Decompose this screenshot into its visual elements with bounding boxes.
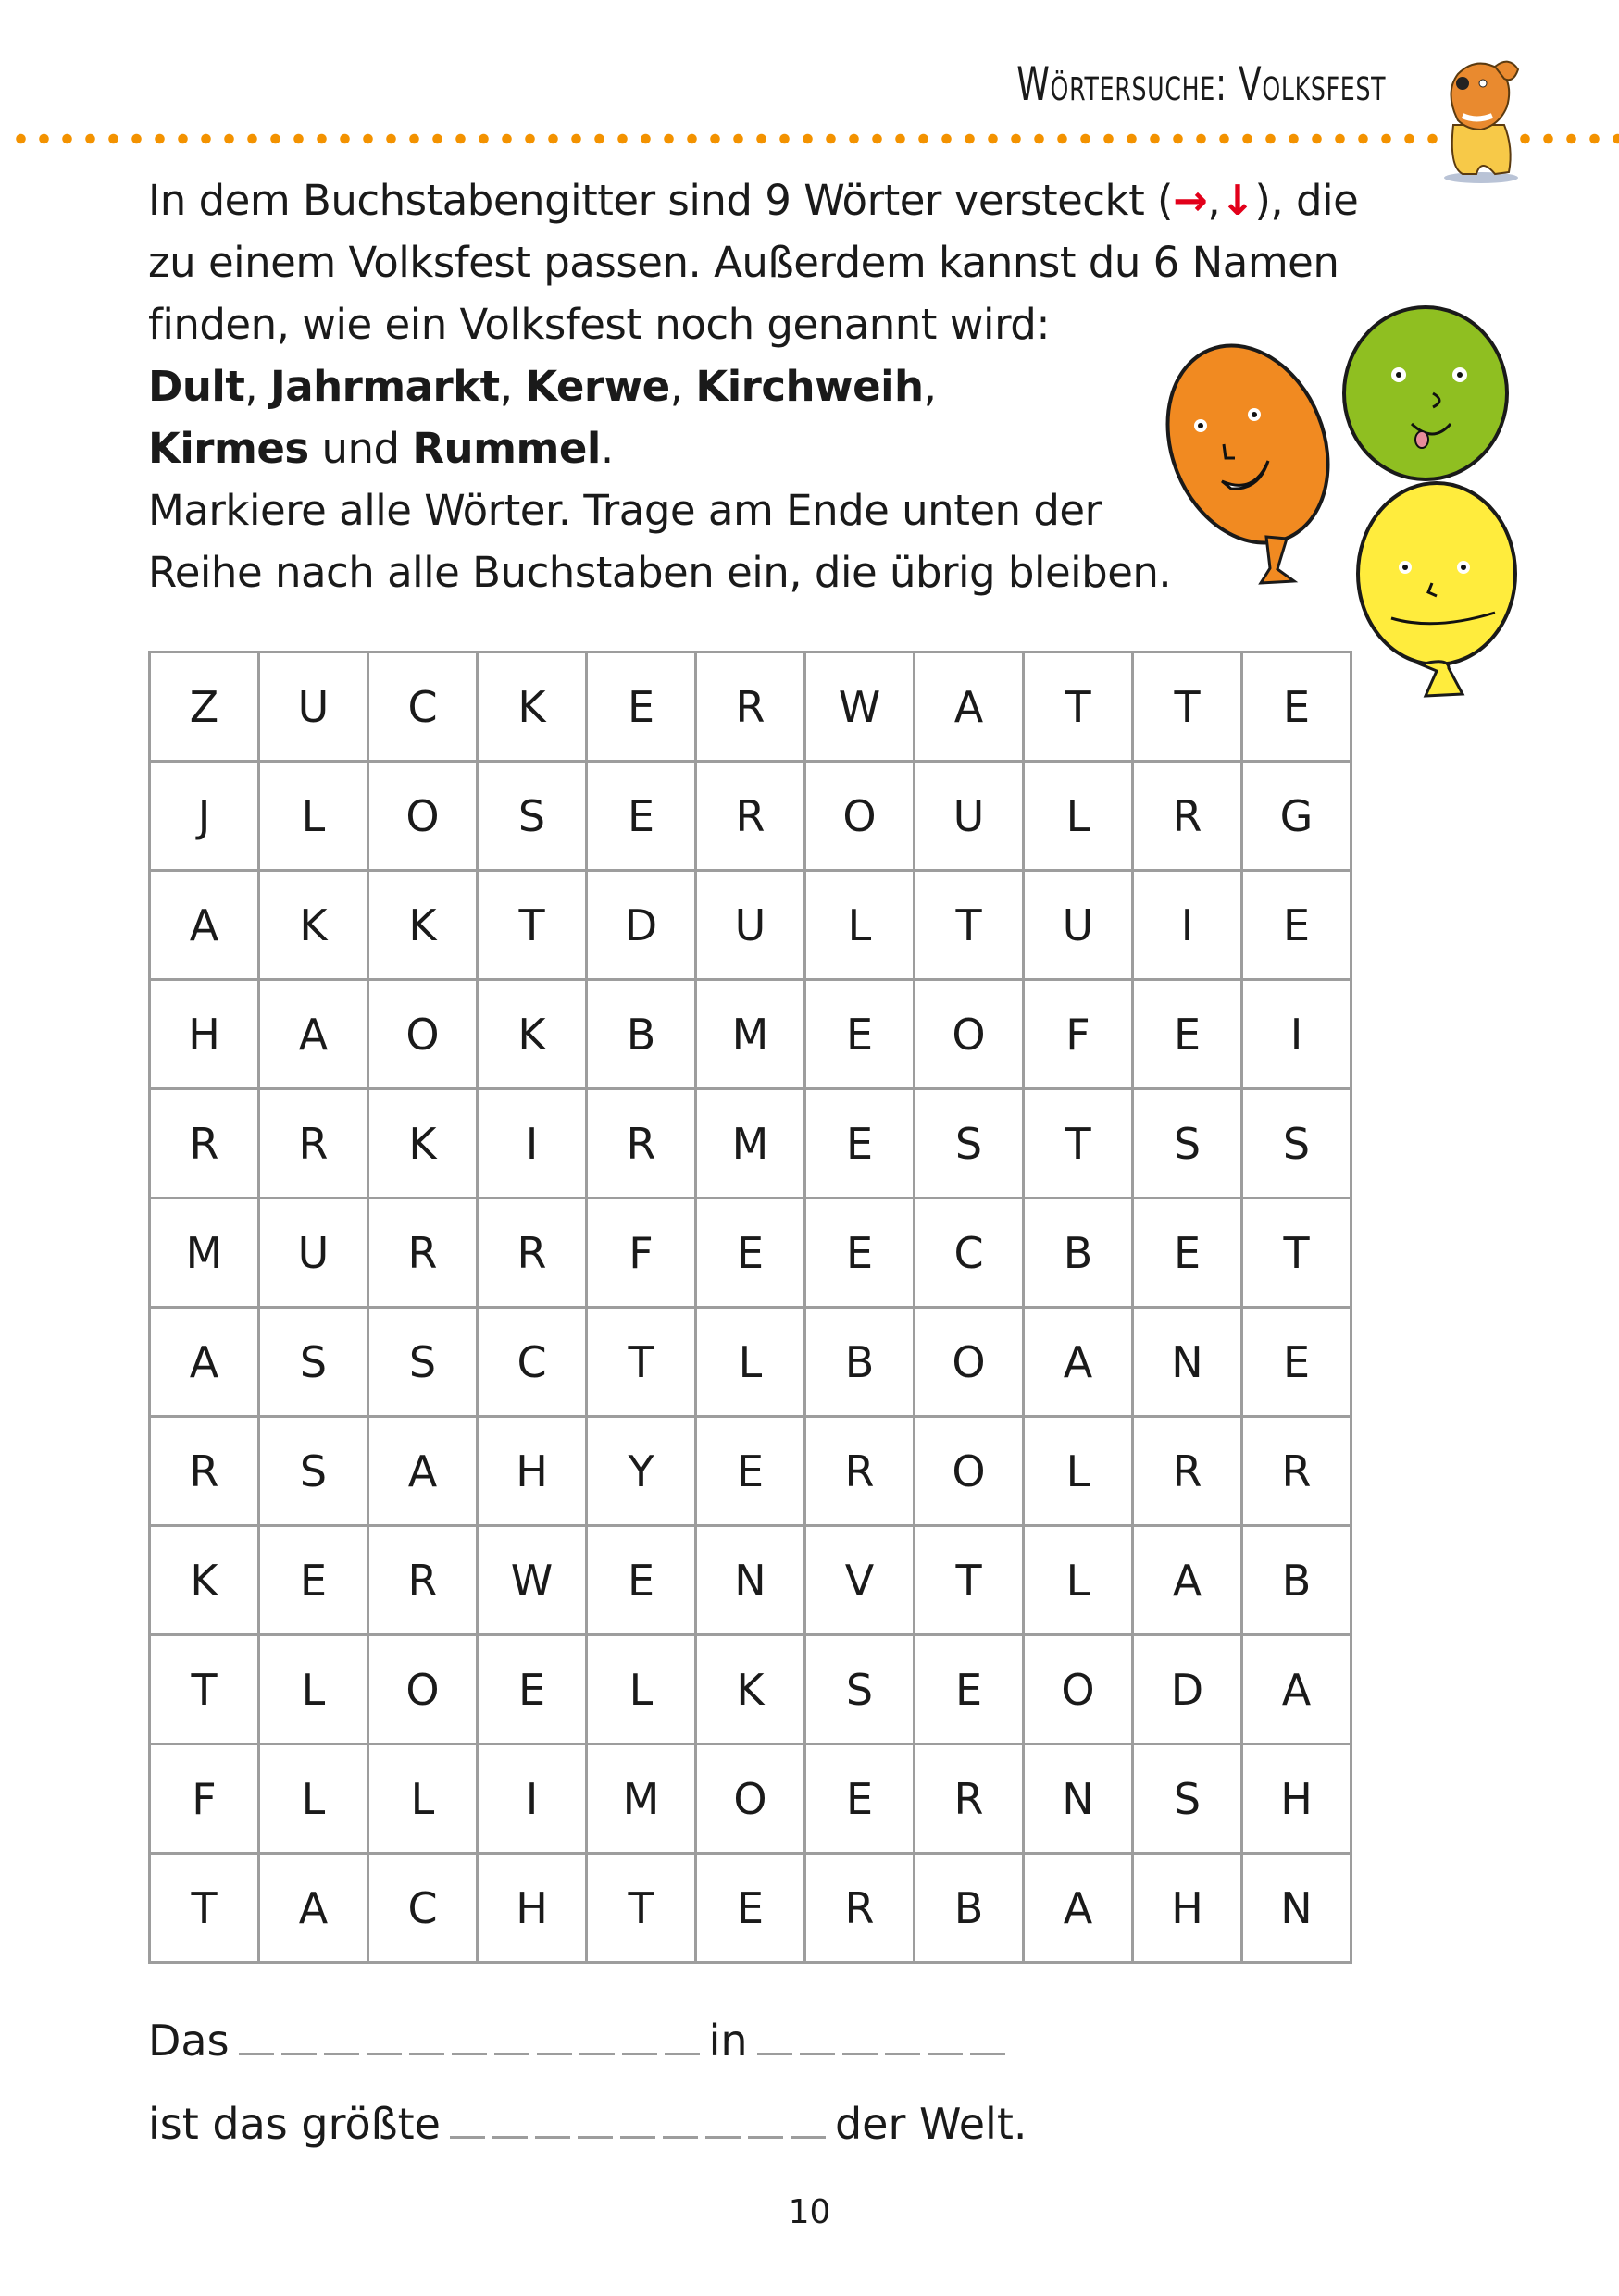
answer-blank[interactable] bbox=[885, 2052, 920, 2055]
grid-cell[interactable]: V bbox=[805, 1526, 915, 1635]
answer-blank[interactable] bbox=[620, 2135, 655, 2139]
answer-blank[interactable] bbox=[928, 2052, 963, 2055]
answer-blank[interactable] bbox=[367, 2052, 402, 2055]
grid-cell[interactable]: R bbox=[1133, 762, 1242, 871]
grid-cell[interactable]: A bbox=[150, 871, 259, 980]
grid-cell[interactable]: E bbox=[478, 1635, 587, 1744]
grid-row bbox=[150, 652, 1351, 762]
grid-cell[interactable]: L bbox=[1024, 1417, 1133, 1526]
grid-cell[interactable]: B bbox=[1024, 1198, 1133, 1308]
answer-blanks-2[interactable] bbox=[757, 2052, 1005, 2055]
grid-cell[interactable]: F bbox=[587, 1198, 696, 1308]
grid-cell[interactable]: U bbox=[696, 871, 805, 980]
grid-row bbox=[150, 980, 1351, 1089]
grid-cell[interactable]: E bbox=[805, 1744, 915, 1854]
grid-cell[interactable]: S bbox=[805, 1635, 915, 1744]
grid-cell[interactable]: I bbox=[478, 1744, 587, 1854]
grid-row bbox=[150, 871, 1351, 980]
grid-cell[interactable]: C bbox=[915, 1198, 1024, 1308]
green-balloon-icon bbox=[1344, 307, 1507, 479]
grid-cell[interactable]: E bbox=[696, 1854, 805, 1963]
answer-blank[interactable] bbox=[535, 2135, 570, 2139]
grid-cell[interactable]: O bbox=[915, 980, 1024, 1089]
grid-cell[interactable]: T bbox=[915, 1526, 1024, 1635]
orange-balloon-icon bbox=[1140, 321, 1356, 583]
grid-cell[interactable]: A bbox=[1242, 1635, 1351, 1744]
grid-cell[interactable]: O bbox=[368, 762, 478, 871]
grid-cell[interactable]: R bbox=[915, 1744, 1024, 1854]
grid-cell[interactable]: L bbox=[696, 1308, 805, 1417]
grid-cell[interactable]: O bbox=[368, 1635, 478, 1744]
answer-blank[interactable] bbox=[757, 2052, 792, 2055]
grid-cell[interactable]: J bbox=[150, 762, 259, 871]
grid-cell[interactable]: E bbox=[1242, 871, 1351, 980]
grid-row bbox=[150, 1198, 1351, 1308]
grid-cell[interactable]: T bbox=[587, 1854, 696, 1963]
grid-row bbox=[150, 1417, 1351, 1526]
grid-cell[interactable]: L bbox=[805, 871, 915, 980]
dotted-divider bbox=[9, 132, 1619, 145]
grid-cell[interactable]: S bbox=[368, 1308, 478, 1417]
grid-cell[interactable]: M bbox=[150, 1198, 259, 1308]
grid-cell[interactable]: L bbox=[1024, 762, 1133, 871]
name-kirmes: Kirmes bbox=[148, 424, 309, 473]
grid-cell[interactable]: A bbox=[259, 1854, 368, 1963]
name-rummel: Rummel bbox=[412, 424, 601, 473]
grid-cell[interactable]: N bbox=[696, 1526, 805, 1635]
name-dult: Dult bbox=[148, 362, 245, 411]
grid-cell[interactable]: E bbox=[587, 762, 696, 871]
grid-cell[interactable]: R bbox=[368, 1198, 478, 1308]
grid-cell[interactable]: R bbox=[1242, 1417, 1351, 1526]
grid-cell[interactable]: S bbox=[1242, 1089, 1351, 1198]
grid-cell[interactable]: H bbox=[1133, 1854, 1242, 1963]
answer-blank[interactable] bbox=[324, 2052, 359, 2055]
dog-mascot-icon bbox=[1426, 56, 1532, 185]
grid-cell[interactable]: A bbox=[150, 1308, 259, 1417]
grid-cell[interactable]: A bbox=[1133, 1526, 1242, 1635]
grid-cell[interactable]: H bbox=[478, 1417, 587, 1526]
grid-cell[interactable]: T bbox=[1024, 652, 1133, 762]
grid-cell[interactable]: E bbox=[915, 1635, 1024, 1744]
grid-cell[interactable]: N bbox=[1024, 1744, 1133, 1854]
grid-cell[interactable]: I bbox=[1242, 980, 1351, 1089]
grid-cell[interactable]: F bbox=[150, 1744, 259, 1854]
grid-cell[interactable]: R bbox=[805, 1417, 915, 1526]
answer-blank[interactable] bbox=[409, 2052, 444, 2055]
grid-row bbox=[150, 1526, 1351, 1635]
grid-cell[interactable]: R bbox=[1133, 1417, 1242, 1526]
grid-cell[interactable]: H bbox=[1242, 1744, 1351, 1854]
grid-cell[interactable]: R bbox=[587, 1089, 696, 1198]
grid-cell[interactable]: R bbox=[696, 762, 805, 871]
grid-cell[interactable]: O bbox=[696, 1744, 805, 1854]
answer-blank[interactable] bbox=[665, 2052, 700, 2055]
answer-blank[interactable] bbox=[622, 2052, 657, 2055]
answer-text-in: in bbox=[708, 2016, 748, 2066]
arrow-down-icon: ↓ bbox=[1220, 176, 1255, 225]
answer-blank[interactable] bbox=[494, 2052, 529, 2055]
grid-cell[interactable]: K bbox=[368, 871, 478, 980]
grid-cell[interactable]: G bbox=[1242, 762, 1351, 871]
answer-blank[interactable] bbox=[281, 2052, 317, 2055]
grid-cell[interactable]: R bbox=[805, 1854, 915, 1963]
grid-cell[interactable]: T bbox=[1024, 1089, 1133, 1198]
grid-cell[interactable]: K bbox=[478, 652, 587, 762]
grid-cell[interactable]: Z bbox=[150, 652, 259, 762]
grid-cell[interactable]: T bbox=[1242, 1198, 1351, 1308]
grid-cell[interactable]: B bbox=[1242, 1526, 1351, 1635]
answer-blank[interactable] bbox=[842, 2052, 878, 2055]
grid-row bbox=[150, 762, 1351, 871]
answer-blank[interactable] bbox=[450, 2135, 485, 2139]
grid-cell[interactable]: R bbox=[150, 1417, 259, 1526]
grid-row bbox=[150, 1635, 1351, 1744]
grid-cell[interactable]: A bbox=[368, 1417, 478, 1526]
grid-cell[interactable]: C bbox=[368, 1854, 478, 1963]
grid-cell[interactable]: B bbox=[915, 1854, 1024, 1963]
names-line-2: Kirmes und Rummel. bbox=[148, 424, 614, 473]
grid-cell[interactable]: E bbox=[1242, 652, 1351, 762]
answer-text-groesste: ist das größte bbox=[148, 2099, 441, 2149]
grid-cell[interactable]: S bbox=[478, 762, 587, 871]
answer-blank[interactable] bbox=[492, 2135, 528, 2139]
grid-cell[interactable]: E bbox=[1133, 1198, 1242, 1308]
grid-cell[interactable]: B bbox=[805, 1308, 915, 1417]
grid-cell[interactable]: T bbox=[587, 1308, 696, 1417]
names-line-1: Dult, Jahrmarkt, Kerwe, Kirchweih, bbox=[148, 362, 937, 411]
grid-cell[interactable]: O bbox=[1024, 1635, 1133, 1744]
grid-cell[interactable]: K bbox=[259, 871, 368, 980]
grid-cell[interactable]: E bbox=[1133, 980, 1242, 1089]
grid-cell[interactable]: I bbox=[1133, 871, 1242, 980]
grid-cell[interactable]: S bbox=[915, 1089, 1024, 1198]
grid-cell[interactable]: T bbox=[150, 1635, 259, 1744]
instruction-line-2: zu einem Volksfest passen. Außerdem kannst du 6 Namen bbox=[148, 238, 1339, 287]
grid-row bbox=[150, 1854, 1351, 1963]
grid-cell[interactable]: L bbox=[259, 762, 368, 871]
grid-cell[interactable]: A bbox=[1024, 1854, 1133, 1963]
grid-cell[interactable]: O bbox=[915, 1417, 1024, 1526]
grid-cell[interactable]: E bbox=[805, 1089, 915, 1198]
grid-row bbox=[150, 1308, 1351, 1417]
grid-cell[interactable]: L bbox=[259, 1744, 368, 1854]
answer-text-das: Das bbox=[148, 2016, 230, 2066]
grid-cell[interactable]: A bbox=[915, 652, 1024, 762]
grid-cell[interactable]: Y bbox=[587, 1417, 696, 1526]
answer-blank[interactable] bbox=[578, 2135, 613, 2139]
page-title: Wörtersuche: Volksfest bbox=[1015, 57, 1386, 111]
grid-cell[interactable]: R bbox=[478, 1198, 587, 1308]
grid-cell[interactable]: T bbox=[1133, 652, 1242, 762]
grid-cell[interactable]: D bbox=[1133, 1635, 1242, 1744]
answer-blanks-3[interactable] bbox=[450, 2135, 826, 2139]
grid-cell[interactable]: O bbox=[368, 980, 478, 1089]
grid-cell[interactable]: K bbox=[478, 980, 587, 1089]
grid-cell[interactable]: E bbox=[1242, 1308, 1351, 1417]
grid-cell[interactable]: R bbox=[259, 1089, 368, 1198]
grid-cell[interactable]: M bbox=[696, 980, 805, 1089]
grid-cell[interactable]: R bbox=[696, 652, 805, 762]
arrow-right-icon: → bbox=[1173, 176, 1208, 225]
name-kirchweih: Kirchweih bbox=[695, 362, 924, 411]
grid-cell[interactable]: K bbox=[696, 1635, 805, 1744]
instruction-line-6: Markiere alle Wörter. Trage am Ende unten der bbox=[148, 486, 1102, 535]
grid-row bbox=[150, 1089, 1351, 1198]
grid-cell[interactable]: S bbox=[259, 1308, 368, 1417]
grid-cell[interactable]: A bbox=[1024, 1308, 1133, 1417]
grid-cell[interactable]: O bbox=[805, 762, 915, 871]
answer-blank[interactable] bbox=[791, 2135, 826, 2139]
answer-text-welt: der Welt. bbox=[834, 2099, 1027, 2149]
grid-cell[interactable]: T bbox=[150, 1854, 259, 1963]
grid-cell[interactable]: D bbox=[587, 871, 696, 980]
grid-cell[interactable]: L bbox=[368, 1744, 478, 1854]
grid-cell[interactable]: F bbox=[1024, 980, 1133, 1089]
grid-cell[interactable]: K bbox=[150, 1526, 259, 1635]
answer-blank[interactable] bbox=[970, 2052, 1005, 2055]
grid-cell[interactable]: W bbox=[478, 1526, 587, 1635]
grid-cell[interactable]: E bbox=[587, 1526, 696, 1635]
grid-cell[interactable]: U bbox=[1024, 871, 1133, 980]
yellow-balloon-icon bbox=[1358, 483, 1515, 696]
grid-cell[interactable]: O bbox=[915, 1308, 1024, 1417]
answer-blanks-1[interactable] bbox=[239, 2052, 700, 2055]
answer-blank[interactable] bbox=[748, 2135, 783, 2139]
grid-cell[interactable]: C bbox=[368, 652, 478, 762]
grid-cell[interactable]: B bbox=[587, 980, 696, 1089]
grid-cell[interactable]: K bbox=[368, 1089, 478, 1198]
grid-cell[interactable]: U bbox=[259, 652, 368, 762]
grid-cell[interactable]: N bbox=[1242, 1854, 1351, 1963]
grid-cell[interactable]: M bbox=[587, 1744, 696, 1854]
answer-blank[interactable] bbox=[452, 2052, 487, 2055]
grid-cell[interactable]: C bbox=[478, 1308, 587, 1417]
grid-cell[interactable]: N bbox=[1133, 1308, 1242, 1417]
instruction-line-3: finden, wie ein Volksfest noch genannt wird: bbox=[148, 300, 1050, 349]
grid-cell[interactable]: H bbox=[478, 1854, 587, 1963]
grid-cell[interactable]: I bbox=[478, 1089, 587, 1198]
answer-blank[interactable] bbox=[239, 2052, 274, 2055]
grid-cell[interactable]: T bbox=[915, 871, 1024, 980]
grid-cell[interactable]: L bbox=[1024, 1526, 1133, 1635]
grid-cell[interactable]: H bbox=[150, 980, 259, 1089]
grid-cell[interactable]: E bbox=[805, 980, 915, 1089]
grid-cell[interactable]: T bbox=[478, 871, 587, 980]
answer-blank[interactable] bbox=[537, 2052, 572, 2055]
answer-line-1 bbox=[148, 2016, 1015, 2066]
grid-cell[interactable]: L bbox=[587, 1635, 696, 1744]
letter-grid bbox=[148, 651, 1352, 1964]
answer-blank[interactable] bbox=[800, 2052, 835, 2055]
answer-blank[interactable] bbox=[705, 2135, 741, 2139]
answer-line-2 bbox=[148, 2099, 1027, 2149]
instruction-line-1: In dem Buchstabengitter sind 9 Wörter versteckt (→,↓), die bbox=[148, 176, 1359, 225]
grid-cell[interactable]: S bbox=[1133, 1089, 1242, 1198]
grid-cell[interactable]: L bbox=[259, 1635, 368, 1744]
grid-cell[interactable]: E bbox=[259, 1526, 368, 1635]
grid-cell[interactable]: E bbox=[805, 1198, 915, 1308]
grid-cell[interactable]: S bbox=[1133, 1744, 1242, 1854]
name-jahrmarkt: Jahrmarkt bbox=[269, 362, 500, 411]
name-kerwe: Kerwe bbox=[525, 362, 670, 411]
grid-cell[interactable]: E bbox=[696, 1417, 805, 1526]
grid-cell[interactable]: R bbox=[150, 1089, 259, 1198]
grid-cell[interactable]: U bbox=[915, 762, 1024, 871]
answer-blank[interactable] bbox=[663, 2135, 698, 2139]
instruction-line-7: Reihe nach alle Buchstaben ein, die übrig bleiben. bbox=[148, 548, 1172, 597]
grid-cell[interactable]: E bbox=[696, 1198, 805, 1308]
grid-cell[interactable]: U bbox=[259, 1198, 368, 1308]
answer-blank[interactable] bbox=[579, 2052, 615, 2055]
grid-row bbox=[150, 1744, 1351, 1854]
page-number: 10 bbox=[788, 2193, 831, 2231]
grid-cell[interactable]: A bbox=[259, 980, 368, 1089]
grid-cell[interactable]: S bbox=[259, 1417, 368, 1526]
grid-cell[interactable]: W bbox=[805, 652, 915, 762]
grid-cell[interactable]: E bbox=[587, 652, 696, 762]
grid-cell[interactable]: R bbox=[368, 1526, 478, 1635]
grid-cell[interactable]: M bbox=[696, 1089, 805, 1198]
